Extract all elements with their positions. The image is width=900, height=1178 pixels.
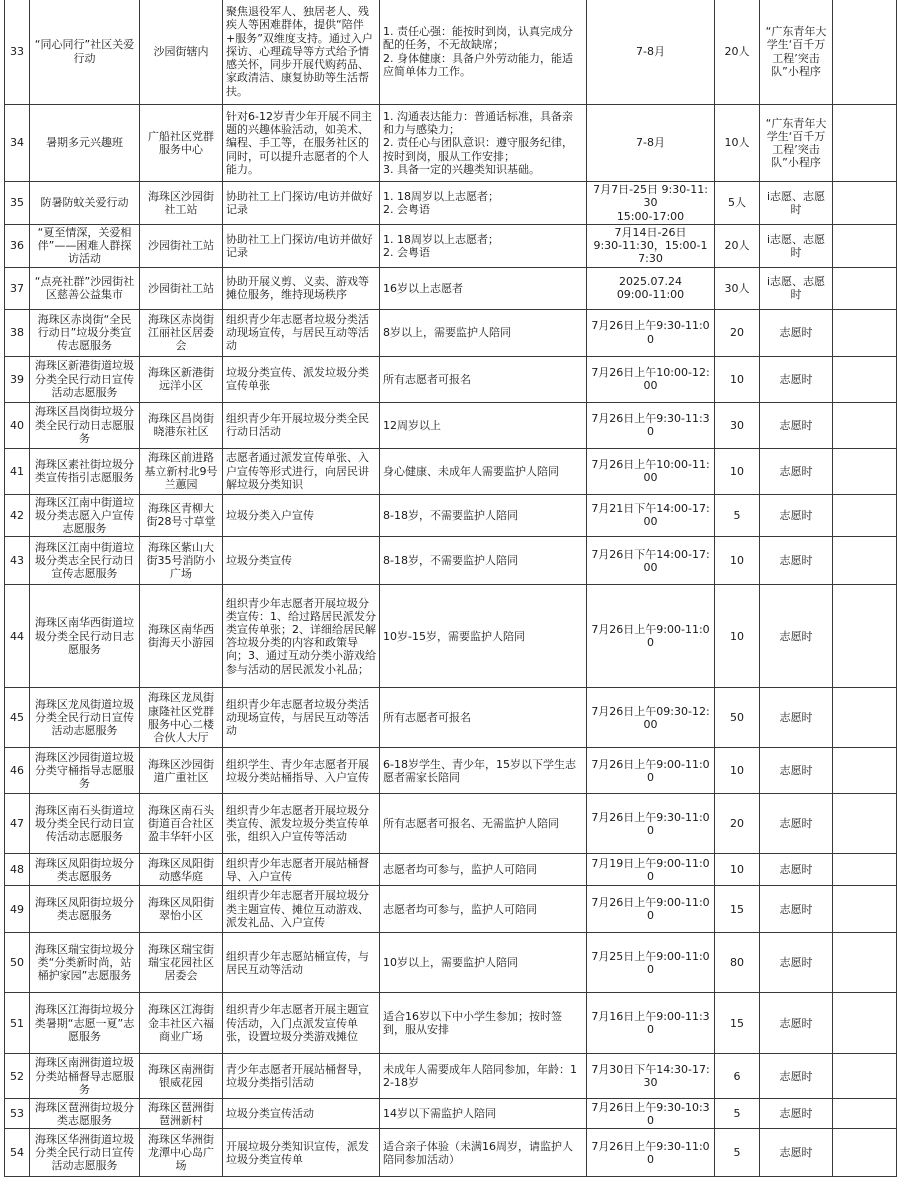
table-row <box>5 309 897 356</box>
activity-content: 组织青少年志愿者开展主题宣传活动，入门点派发宣传单张，设置垃圾分类游戏摊位 <box>223 993 380 1054</box>
activity-name: 海珠区昌岗街垃圾分类全民行动日志愿服务 <box>30 402 140 448</box>
empty-cell <box>833 494 897 537</box>
activity-time: 7月26日上午9:30-11:00 <box>587 1129 715 1177</box>
volunteer-count: 5 <box>715 494 760 537</box>
activity-time: 7月14日-26日 9:30-11:30，15:00-17:30 <box>587 225 715 268</box>
row-number: 53 <box>5 1099 30 1129</box>
row-number: 46 <box>5 748 30 794</box>
volunteer-requirement: 14岁以下需监护人陪同 <box>380 1099 587 1129</box>
activity-location: 海珠区龙凤街康隆社区党群服务中心二楼合伙人大厅 <box>140 688 223 748</box>
volunteer-reward: “广东青年大学生‘百千万工程’突击队”小程序 <box>760 105 833 182</box>
activity-content: 垃圾分类宣传 <box>223 537 380 585</box>
table-row <box>5 933 897 993</box>
volunteer-count: 5人 <box>715 182 760 225</box>
activity-content: 协助开展义剪、义卖、游戏等摊位服务，维持现场秩序 <box>223 267 380 309</box>
volunteer-count: 30人 <box>715 267 760 309</box>
row-number: 38 <box>5 309 30 356</box>
table-row <box>5 1054 897 1099</box>
volunteer-activity-table <box>4 0 897 1177</box>
activity-name: 海珠区新港街道垃圾分类全民行动日宣传活动志愿服务 <box>30 356 140 402</box>
volunteer-count: 15 <box>715 886 760 933</box>
empty-cell <box>833 267 897 309</box>
row-number: 44 <box>5 585 30 688</box>
activity-name: 海珠区赤岗街“全民行动日”垃圾分类宣传志愿服务 <box>30 309 140 356</box>
table-row <box>5 993 897 1054</box>
activity-content: 组织青少年志愿站桶宣传，与居民互动等活动 <box>223 933 380 993</box>
volunteer-reward: 志愿时 <box>760 537 833 585</box>
activity-content: 聚焦退役军人、独居老人、残疾人等困难群体，提供“陪伴+服务”双维度支持。通过入户探访、心理疏导等方式给予情感关怀，同步开展代购药品、家政清洁、康复协助等生活帮扶。 <box>223 0 380 105</box>
volunteer-requirement: 16岁以上志愿者 <box>380 267 587 309</box>
activity-name: 海珠区江南中街道垃圾分类志愿入户宣传志愿服务 <box>30 494 140 537</box>
volunteer-count: 10 <box>715 537 760 585</box>
empty-cell <box>833 993 897 1054</box>
volunteer-count: 50 <box>715 688 760 748</box>
activity-time: 7月26日上午9:30-10:30 <box>587 1099 715 1129</box>
activity-location: 海珠区昌岗街晓港东社区 <box>140 402 223 448</box>
volunteer-count: 6 <box>715 1054 760 1099</box>
volunteer-count: 20人 <box>715 225 760 268</box>
row-number: 39 <box>5 356 30 402</box>
row-number: 37 <box>5 267 30 309</box>
activity-location: 海珠区新港街远洋小区 <box>140 356 223 402</box>
activity-time: 7月19日上午9:00-11:00 <box>587 854 715 886</box>
activity-name: 海珠区凤阳街垃圾分类志愿服务 <box>30 886 140 933</box>
activity-location: 广船社区党群服务中心 <box>140 105 223 182</box>
activity-location: 沙园街辖内 <box>140 0 223 105</box>
activity-content: 组织青少年志愿者垃圾分类活动现场宣传，与居民互动等活动 <box>223 309 380 356</box>
activity-location: 海珠区瑞宝街瑞宝花园社区居委会 <box>140 933 223 993</box>
empty-cell <box>833 886 897 933</box>
activity-content: 组织青少年志愿者开展站桶督导、入户宣传 <box>223 854 380 886</box>
activity-time: 7月26日上午9:30-11:00 <box>587 794 715 854</box>
volunteer-count: 20人 <box>715 0 760 105</box>
volunteer-requirement: 10岁-15岁，需要监护人陪同 <box>380 585 587 688</box>
volunteer-count: 10 <box>715 748 760 794</box>
table-body <box>5 0 897 1177</box>
volunteer-count: 5 <box>715 1099 760 1129</box>
activity-content: 协助社工上门探访/电访并做好记录 <box>223 182 380 225</box>
row-number: 34 <box>5 105 30 182</box>
row-number: 40 <box>5 402 30 448</box>
activity-content: 针对6-12岁青少年开展不同主题的兴趣体验活动，如美术、编程、手工等，在服务社区的同时，可以提升志愿者的个人能力。 <box>223 105 380 182</box>
row-number: 50 <box>5 933 30 993</box>
activity-location: 海珠区赤岗街江丽社区居委会 <box>140 309 223 356</box>
activity-location: 沙园街社工站 <box>140 267 223 309</box>
volunteer-requirement: 1. 责任心强：能按时到岗，认真完成分配的任务，不无故缺席； 2. 身体健康：具备户外劳动能力，能适应简单体力工作。 <box>380 0 587 105</box>
activity-location: 沙园街社工站 <box>140 225 223 268</box>
table-row <box>5 794 897 854</box>
volunteer-requirement: 8-18岁，不需要监护人陪同 <box>380 537 587 585</box>
volunteer-count: 30 <box>715 402 760 448</box>
empty-cell <box>833 854 897 886</box>
activity-name: 海珠区江海街垃圾分类暑期“志愿一夏”志愿服务 <box>30 993 140 1054</box>
table-row <box>5 267 897 309</box>
empty-cell <box>833 448 897 494</box>
activity-location: 海珠区沙园街道广重社区 <box>140 748 223 794</box>
empty-cell <box>833 794 897 854</box>
table-row <box>5 585 897 688</box>
activity-content: 开展垃圾分类知识宣传，派发垃圾分类宣传单 <box>223 1129 380 1177</box>
table-row <box>5 688 897 748</box>
table-row <box>5 448 897 494</box>
activity-content: 青少年志愿者开展站桶督导，垃圾分类指引活动 <box>223 1054 380 1099</box>
activity-name: 海珠区南洲街道垃圾分类站桶督导志愿服务 <box>30 1054 140 1099</box>
row-number: 43 <box>5 537 30 585</box>
activity-content: 组织青少年志愿者开展垃圾分类宣传、派发垃圾分类宣传单张，组织入户宣传等活动 <box>223 794 380 854</box>
activity-content: 垃圾分类宣传活动 <box>223 1099 380 1129</box>
row-number: 41 <box>5 448 30 494</box>
volunteer-reward: 志愿时 <box>760 933 833 993</box>
table-row <box>5 1099 897 1129</box>
activity-name: “同心同行”社区关爱行动 <box>30 0 140 105</box>
empty-cell <box>833 748 897 794</box>
empty-cell <box>833 688 897 748</box>
activity-location: 海珠区凤阳街动感华庭 <box>140 854 223 886</box>
activity-name: 海珠区龙凤街道垃圾分类全民行动日宣传活动志愿服务 <box>30 688 140 748</box>
volunteer-count: 5 <box>715 1129 760 1177</box>
empty-cell <box>833 0 897 105</box>
volunteer-reward: “广东青年大学生‘百千万工程’突击队”小程序 <box>760 0 833 105</box>
volunteer-requirement: 身心健康、未成年人需要监护人陪同 <box>380 448 587 494</box>
activity-location: 海珠区南洲街银威花园 <box>140 1054 223 1099</box>
table-row <box>5 854 897 886</box>
table-row <box>5 356 897 402</box>
activity-time: 7月26日上午9:00-11:00 <box>587 748 715 794</box>
activity-name: 海珠区沙园街道垃圾分类守桶指导志愿服务 <box>30 748 140 794</box>
volunteer-count: 20 <box>715 794 760 854</box>
activity-location: 海珠区沙园街社工站 <box>140 182 223 225</box>
activity-time: 7-8月 <box>587 105 715 182</box>
activity-name: 海珠区华洲街道垃圾分类全民行动日宣传活动志愿服务 <box>30 1129 140 1177</box>
activity-name: “夏至情深，关爱相伴”——困难人群探访活动 <box>30 225 140 268</box>
volunteer-reward: 志愿时 <box>760 309 833 356</box>
activity-time: 7-8月 <box>587 0 715 105</box>
volunteer-reward: 志愿时 <box>760 494 833 537</box>
row-number: 35 <box>5 182 30 225</box>
volunteer-requirement: 未成年人需要成年人陪同参加，年龄：12-18岁 <box>380 1054 587 1099</box>
volunteer-requirement: 1. 沟通表达能力：普通话标准，具备亲和力与感染力； 2. 责任心与团队意识：遵守服务纪律，按时到岗，服从工作安排； 3. 具备一定的兴趣类知识基础。 <box>380 105 587 182</box>
volunteer-count: 10 <box>715 448 760 494</box>
activity-content: 组织青少年志愿者开展垃圾分类宣传：1、给过路居民派发分类宣传单张；2、详细给居民解答垃圾分类的内容和政策导向；3、通过互动分类小游戏给参与活动的居民派发小礼品； <box>223 585 380 688</box>
empty-cell <box>833 105 897 182</box>
volunteer-requirement: 1. 18周岁以上志愿者； 2. 会粤语 <box>380 182 587 225</box>
activity-location: 海珠区南石头街道百合社区盈丰华轩小区 <box>140 794 223 854</box>
volunteer-count: 10人 <box>715 105 760 182</box>
table-row <box>5 494 897 537</box>
volunteer-count: 15 <box>715 993 760 1054</box>
table-row <box>5 748 897 794</box>
volunteer-requirement: 所有志愿者可报名 <box>380 688 587 748</box>
empty-cell <box>833 1054 897 1099</box>
activity-content: 协助社工上门探访/电访并做好记录 <box>223 225 380 268</box>
activity-name: 暑期多元兴趣班 <box>30 105 140 182</box>
row-number: 48 <box>5 854 30 886</box>
volunteer-reward: 志愿时 <box>760 993 833 1054</box>
volunteer-requirement: 适合16岁以下中小学生参加；按时签到，服从安排 <box>380 993 587 1054</box>
activity-time: 7月16日上午9:00-11:30 <box>587 993 715 1054</box>
activity-location: 海珠区华洲街龙潭中心岛广场 <box>140 1129 223 1177</box>
empty-cell <box>833 585 897 688</box>
volunteer-reward: i志愿、志愿时 <box>760 225 833 268</box>
volunteer-reward: 志愿时 <box>760 1129 833 1177</box>
volunteer-requirement: 所有志愿者可报名、无需监护人陪同 <box>380 794 587 854</box>
volunteer-count: 10 <box>715 356 760 402</box>
activity-content: 组织学生、青少年志愿者开展垃圾分类站桶指导、入户宣传 <box>223 748 380 794</box>
activity-time: 7月30日下午14:30-17:30 <box>587 1054 715 1099</box>
empty-cell <box>833 402 897 448</box>
row-number: 47 <box>5 794 30 854</box>
volunteer-reward: 志愿时 <box>760 356 833 402</box>
activity-location: 海珠区紫山大街35号消防小广场 <box>140 537 223 585</box>
row-number: 42 <box>5 494 30 537</box>
volunteer-reward: 志愿时 <box>760 688 833 748</box>
volunteer-requirement: 1. 18周岁以上志愿者； 2. 会粤语 <box>380 225 587 268</box>
volunteer-count: 20 <box>715 309 760 356</box>
activity-location: 海珠区青柳大街28号寸草堂 <box>140 494 223 537</box>
activity-time: 7月26日下午14:00-17:00 <box>587 537 715 585</box>
activity-name: 海珠区素社街垃圾分类宣传指引志愿服务 <box>30 448 140 494</box>
row-number: 45 <box>5 688 30 748</box>
volunteer-reward: 志愿时 <box>760 448 833 494</box>
activity-content: 垃圾分类入户宣传 <box>223 494 380 537</box>
activity-content: 组织青少年开展垃圾分类全民行动日活动 <box>223 402 380 448</box>
table-row <box>5 105 897 182</box>
activity-time: 7月25日上午9:00-11:00 <box>587 933 715 993</box>
volunteer-reward: 志愿时 <box>760 402 833 448</box>
volunteer-reward: 志愿时 <box>760 1099 833 1129</box>
activity-time: 7月26日上午09:30-12:00 <box>587 688 715 748</box>
activity-name: 海珠区江南中街道垃圾分类志全民行动日宣传志愿服务 <box>30 537 140 585</box>
activity-location: 海珠区琶洲街琶洲新村 <box>140 1099 223 1129</box>
activity-name: 海珠区凤阳街垃圾分类志愿服务 <box>30 854 140 886</box>
activity-name: 海珠区瑞宝街垃圾分类“分类新时尚，站桶护家园”志愿服务 <box>30 933 140 993</box>
activity-time: 7月7日-25日 9:30-11:30 15:00-17:00 <box>587 182 715 225</box>
row-number: 33 <box>5 0 30 105</box>
activity-time: 7月21日下午14:00-17:00 <box>587 494 715 537</box>
row-number: 54 <box>5 1129 30 1177</box>
activity-content: 组织青少年志愿者垃圾分类活动现场宣传，与居民互动等活动 <box>223 688 380 748</box>
table-row <box>5 886 897 933</box>
volunteer-requirement: 8-18岁，不需要监护人陪同 <box>380 494 587 537</box>
activity-content: 组织青少年志愿者开展垃圾分类主题宣传、摊位互动游戏、派发礼品、入户宣传 <box>223 886 380 933</box>
volunteer-requirement: 志愿者均可参与，监护人可陪同 <box>380 854 587 886</box>
table-row <box>5 225 897 268</box>
activity-content: 垃圾分类宣传、派发垃圾分类宣传单张 <box>223 356 380 402</box>
activity-name: 海珠区南华西街道垃圾分类全民行动日志愿服务 <box>30 585 140 688</box>
activity-time: 7月26日上午9:30-11:30 <box>587 402 715 448</box>
activity-time: 7月26日上午9:00-11:00 <box>587 886 715 933</box>
row-number: 52 <box>5 1054 30 1099</box>
activity-location: 海珠区前进路基立新村北9号兰蕙园 <box>140 448 223 494</box>
volunteer-requirement: 志愿者均可参与，监护人可陪同 <box>380 886 587 933</box>
table-row <box>5 0 897 105</box>
volunteer-reward: 志愿时 <box>760 854 833 886</box>
volunteer-requirement: 8岁以上，需要监护人陪同 <box>380 309 587 356</box>
volunteer-count: 10 <box>715 854 760 886</box>
activity-time: 7月26日上午9:30-11:00 <box>587 309 715 356</box>
volunteer-reward: 志愿时 <box>760 748 833 794</box>
empty-cell <box>833 537 897 585</box>
empty-cell <box>833 1129 897 1177</box>
volunteer-requirement: 10岁以上，需要监护人陪同 <box>380 933 587 993</box>
activity-time: 2025.07.24 09:00-11:00 <box>587 267 715 309</box>
activity-time: 7月26日上午10:00-11:00 <box>587 448 715 494</box>
activity-time: 7月26日上午10:00-12:00 <box>587 356 715 402</box>
empty-cell <box>833 1099 897 1129</box>
volunteer-requirement: 12周岁以上 <box>380 402 587 448</box>
volunteer-requirement: 6-18岁学生、青少年，15岁以下学生志愿者需家长陪同 <box>380 748 587 794</box>
activity-name: “点亮社群”沙园街社区慈善公益集市 <box>30 267 140 309</box>
volunteer-requirement: 所有志愿者可报名 <box>380 356 587 402</box>
table-row <box>5 402 897 448</box>
volunteer-reward: 志愿时 <box>760 794 833 854</box>
volunteer-reward: 志愿时 <box>760 886 833 933</box>
empty-cell <box>833 225 897 268</box>
volunteer-count: 10 <box>715 585 760 688</box>
row-number: 36 <box>5 225 30 268</box>
row-number: 51 <box>5 993 30 1054</box>
table-row <box>5 1129 897 1177</box>
activity-name: 防暑防蚊关爱行动 <box>30 182 140 225</box>
empty-cell <box>833 309 897 356</box>
activity-time: 7月26日上午9:00-11:00 <box>587 585 715 688</box>
table-row <box>5 537 897 585</box>
volunteer-reward: 志愿时 <box>760 585 833 688</box>
volunteer-requirement: 适合亲子体验（未满16周岁，请监护人陪同参加活动） <box>380 1129 587 1177</box>
empty-cell <box>833 182 897 225</box>
activity-name: 海珠区琶洲街垃圾分类志愿服务 <box>30 1099 140 1129</box>
volunteer-reward: 志愿时 <box>760 1054 833 1099</box>
activity-name: 海珠区南石头街道垃圾分类全民行动日宣传活动志愿服务 <box>30 794 140 854</box>
activity-location: 海珠区江海街金丰社区六福商业广场 <box>140 993 223 1054</box>
row-number: 49 <box>5 886 30 933</box>
volunteer-reward: i志愿、志愿时 <box>760 267 833 309</box>
empty-cell <box>833 933 897 993</box>
activity-location: 海珠区南华西街海天小游园 <box>140 585 223 688</box>
volunteer-count: 80 <box>715 933 760 993</box>
activity-location: 海珠区凤阳街翠怡小区 <box>140 886 223 933</box>
empty-cell <box>833 356 897 402</box>
table-row <box>5 182 897 225</box>
volunteer-reward: i志愿、志愿时 <box>760 182 833 225</box>
activity-content: 志愿者通过派发宣传单张、入户宣传等形式进行，向居民讲解垃圾分类知识 <box>223 448 380 494</box>
